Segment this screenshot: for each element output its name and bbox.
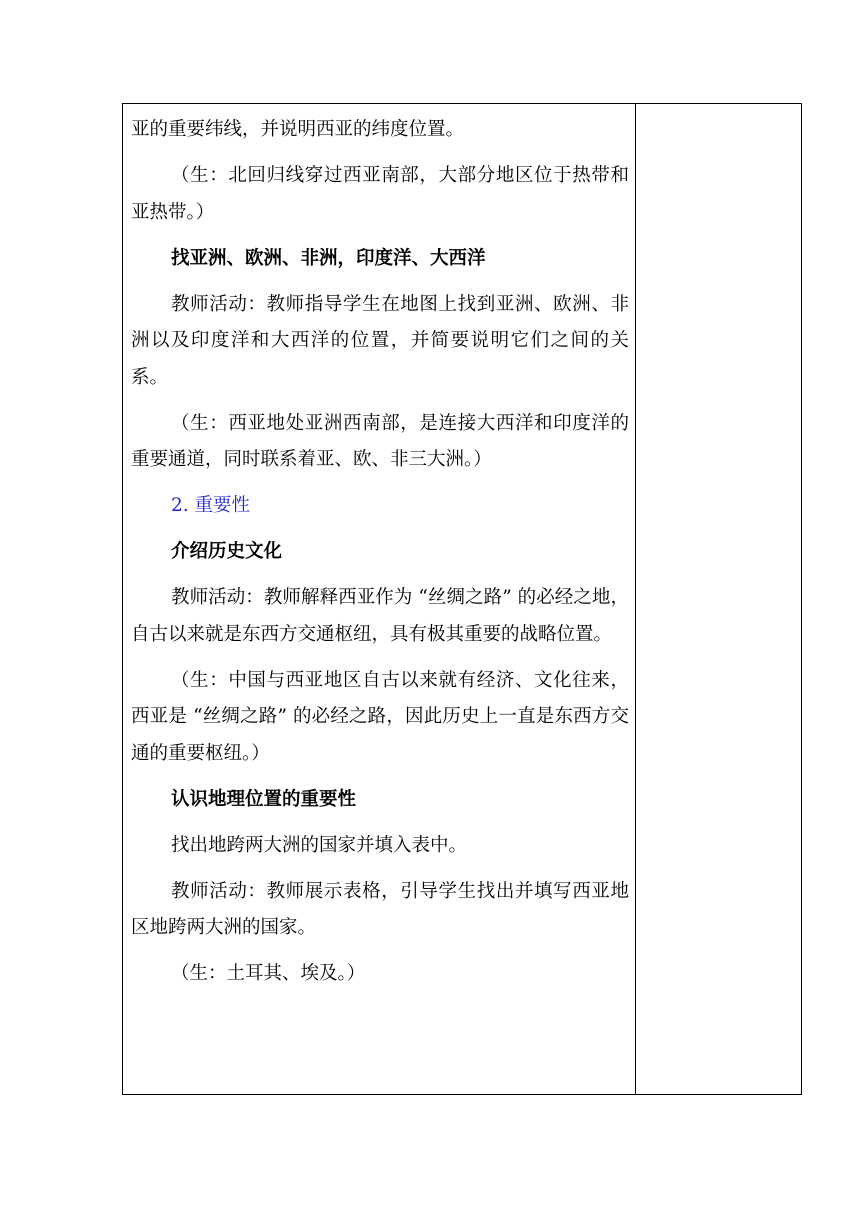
paragraph-teacher-activity-silk-road: 教师活动：教师解释西亚作为 “丝绸之路” 的必经之地，自古以来就是东西方交通枢纽，具有极其重要的战略位置。	[131, 587, 629, 645]
lesson-content-cell	[123, 104, 636, 1094]
paragraph-task-transcontinental: 找出地跨两大洲的国家并填入表中。	[171, 834, 468, 856]
notes-cell	[636, 104, 801, 1094]
paragraph-student-answer-location: （生：西亚地处亚洲西南部，是连接大西洋和印度洋的重要通道，同时联系着亚、欧、非三大洲。）	[131, 412, 629, 470]
subheading-find-continents-oceans: 找亚洲、欧洲、非洲，印度洋、大西洋	[171, 247, 486, 269]
paragraph-teacher-activity-table: 教师活动：教师展示表格，引导学生找出并填写西亚地区地跨两大洲的国家。	[131, 880, 629, 938]
paragraph-student-answer-silk-road: （生：中国与西亚地区自古以来就有经济、文化往来，西亚是 “丝绸之路” 的必经之路，因此历史上一直是东西方交通的重要枢纽。）	[131, 669, 629, 764]
section-heading-importance: 2. 重要性	[171, 495, 251, 516]
paragraph-latitude-intro: 亚的重要纬线，并说明西亚的纬度位置。	[131, 119, 465, 140]
paragraph-teacher-activity-map: 教师活动：教师指导学生在地图上找到亚洲、欧洲、非洲以及印度洋和大西洋的位置，并简要说明它们之间的关系。	[131, 293, 629, 388]
paragraph-student-answer-countries: （生：土耳其、埃及。）	[171, 963, 366, 984]
subheading-history-culture: 介绍历史文化	[171, 541, 283, 562]
lesson-table	[122, 103, 802, 1095]
paragraph-student-answer-tropic: （生：北回归线穿过西亚南部，大部分地区位于热带和亚热带。）	[131, 165, 629, 223]
subheading-location-importance: 认识地理位置的重要性	[171, 788, 357, 810]
